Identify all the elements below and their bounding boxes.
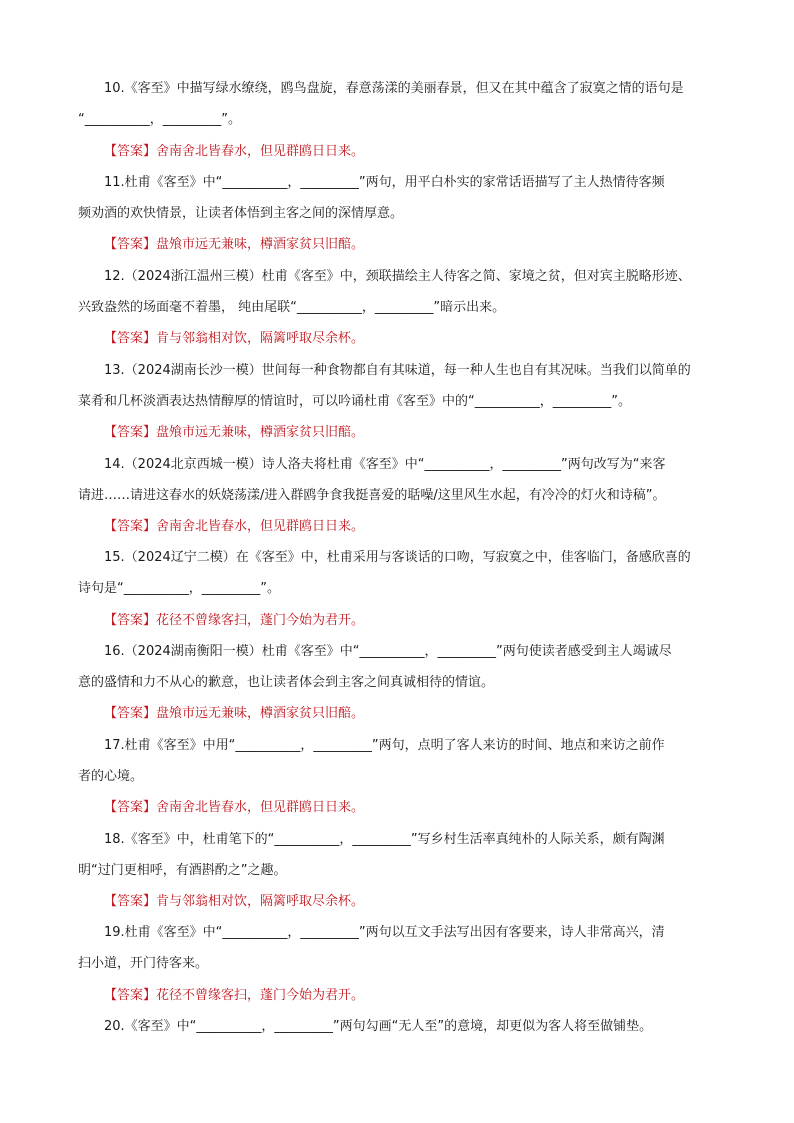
answer-label: 【答案】 [104,144,157,159]
question-17-line-2: 者的心境。 [78,769,144,784]
question-12-line-1: 12.（2024浙江温州三模）杜甫《客至》中，颈联描绘主人待客之简、家境之贫，但对宾主脱略形迹、 [104,269,691,284]
answer-label: 【答案】 [104,237,157,252]
answer-13 [0,424,794,442]
question-16-line-1: 16.（2024湖南衡阳一模）杜甫《客至》中“__________，_________”两句使读者感受到主人竭诚尽 [104,644,672,659]
question-15-line-2: 诗句是“__________，_________”。 [78,581,280,596]
answer-14 [0,518,794,536]
answer-text: 花径不曾缘客扫，蓬门今始为君开。 [156,613,365,628]
answer-18 [0,893,794,911]
question-16-line-2: 意的盛情和力不从心的歉意，也让读者体会到主客之间真诚相待的情谊。 [78,675,495,690]
question-17-line-1: 17.杜甫《客至》中用“__________，_________”两句，点明了客人来访的时间、地点和来访之前作 [104,738,665,753]
answer-10 [0,143,794,161]
answer-label: 【答案】 [104,613,157,628]
question-18-line-1: 18.《客至》中，杜甫笔下的“__________，_________”写乡村生活率真纯朴的人际关系，颇有陶渊 [104,832,665,847]
answer-text: 盘飧市远无兼味，樽酒家贫只旧醅。 [156,425,365,440]
answer-12 [0,330,794,348]
question-20-line-1: 20.《客至》中“__________，_________”两句勾画“无人至”的意境，却更似为客人将至做铺垫。 [104,1019,653,1034]
answer-11 [0,236,794,254]
answer-label: 【答案】 [104,800,157,815]
answer-label: 【答案】 [104,894,157,909]
answer-label: 【答案】 [104,988,157,1003]
question-18-line-2: 明“过门更相呼，有酒斟酌之”之趣。 [78,863,287,878]
answer-label: 【答案】 [104,706,157,721]
question-14-line-2: 请进……请进这春水的妖娆荡漾/进入群鸥争食我挺喜爱的聒噪/这里风生水起，有冷冷的灯火和诗稿”。 [78,488,666,503]
answer-label: 【答案】 [104,519,157,534]
question-15-line-1: 15.（2024辽宁二模）在《客至》中，杜甫采用与客谈话的口吻，写寂寞之中，佳客临门，备感欣喜的 [104,550,691,565]
question-11-line-1: 11.杜甫《客至》中“__________，_________”两句，用平白朴实的家常话语描写了主人热情待客频 [104,175,665,190]
answer-label: 【答案】 [104,331,157,346]
question-14-line-1: 14.（2024北京西城一模）诗人洛夫将杜甫《客至》中“__________，_________”两句改写为“来客 [104,457,666,472]
answer-text: 花径不曾缘客扫，蓬门今始为君开。 [156,988,365,1003]
answer-text: 盘飧市远无兼味，樽酒家贫只旧醅。 [156,237,365,252]
answer-text: 肯与邻翁相对饮，隔篱呼取尽余杯。 [156,331,365,346]
answer-text: 盘飧市远无兼味，樽酒家贫只旧醅。 [156,706,365,721]
answer-label: 【答案】 [104,425,157,440]
question-19-line-1: 19.杜甫《客至》中“__________，_________”两句以互文手法写出因有客要来，诗人非常高兴，清 [104,925,665,940]
answer-15 [0,612,794,630]
question-12-line-2: 兴致盎然的场面毫不着墨， 纯由尾联“__________，_________”暗示出来。 [78,300,506,315]
question-10-line-1: 10.《客至》中描写绿水缭绕，鸥鸟盘旋，春意荡漾的美丽春景，但又在其中蕴含了寂寞之情的语句是 [104,81,684,96]
question-13-line-2: 菜肴和几杯淡酒表达热情醇厚的情谊时，可以吟诵杜甫《客至》中的“__________，_________”。 [78,394,631,409]
question-19-line-2: 扫小道，开门待客来。 [78,956,209,971]
answer-text: 舍南舍北皆春水，但见群鸥日日来。 [156,800,365,815]
question-10-line-2: “__________，_________”。 [78,112,241,127]
answer-text: 舍南舍北皆春水，但见群鸥日日来。 [156,144,365,159]
answer-text: 舍南舍北皆春水，但见群鸥日日来。 [156,519,365,534]
answer-17 [0,799,794,817]
answer-text: 肯与邻翁相对饮，隔篱呼取尽余杯。 [156,894,365,909]
answer-19 [0,987,794,1005]
question-13-line-1: 13.（2024湖南长沙一模）世间每一种食物都自有其味道，每一种人生也自有其况味。当我们以简单的 [104,363,691,378]
question-11-line-2: 频劝酒的欢快情景，让读者体悟到主客之间的深情厚意。 [78,206,404,221]
answer-16 [0,705,794,723]
